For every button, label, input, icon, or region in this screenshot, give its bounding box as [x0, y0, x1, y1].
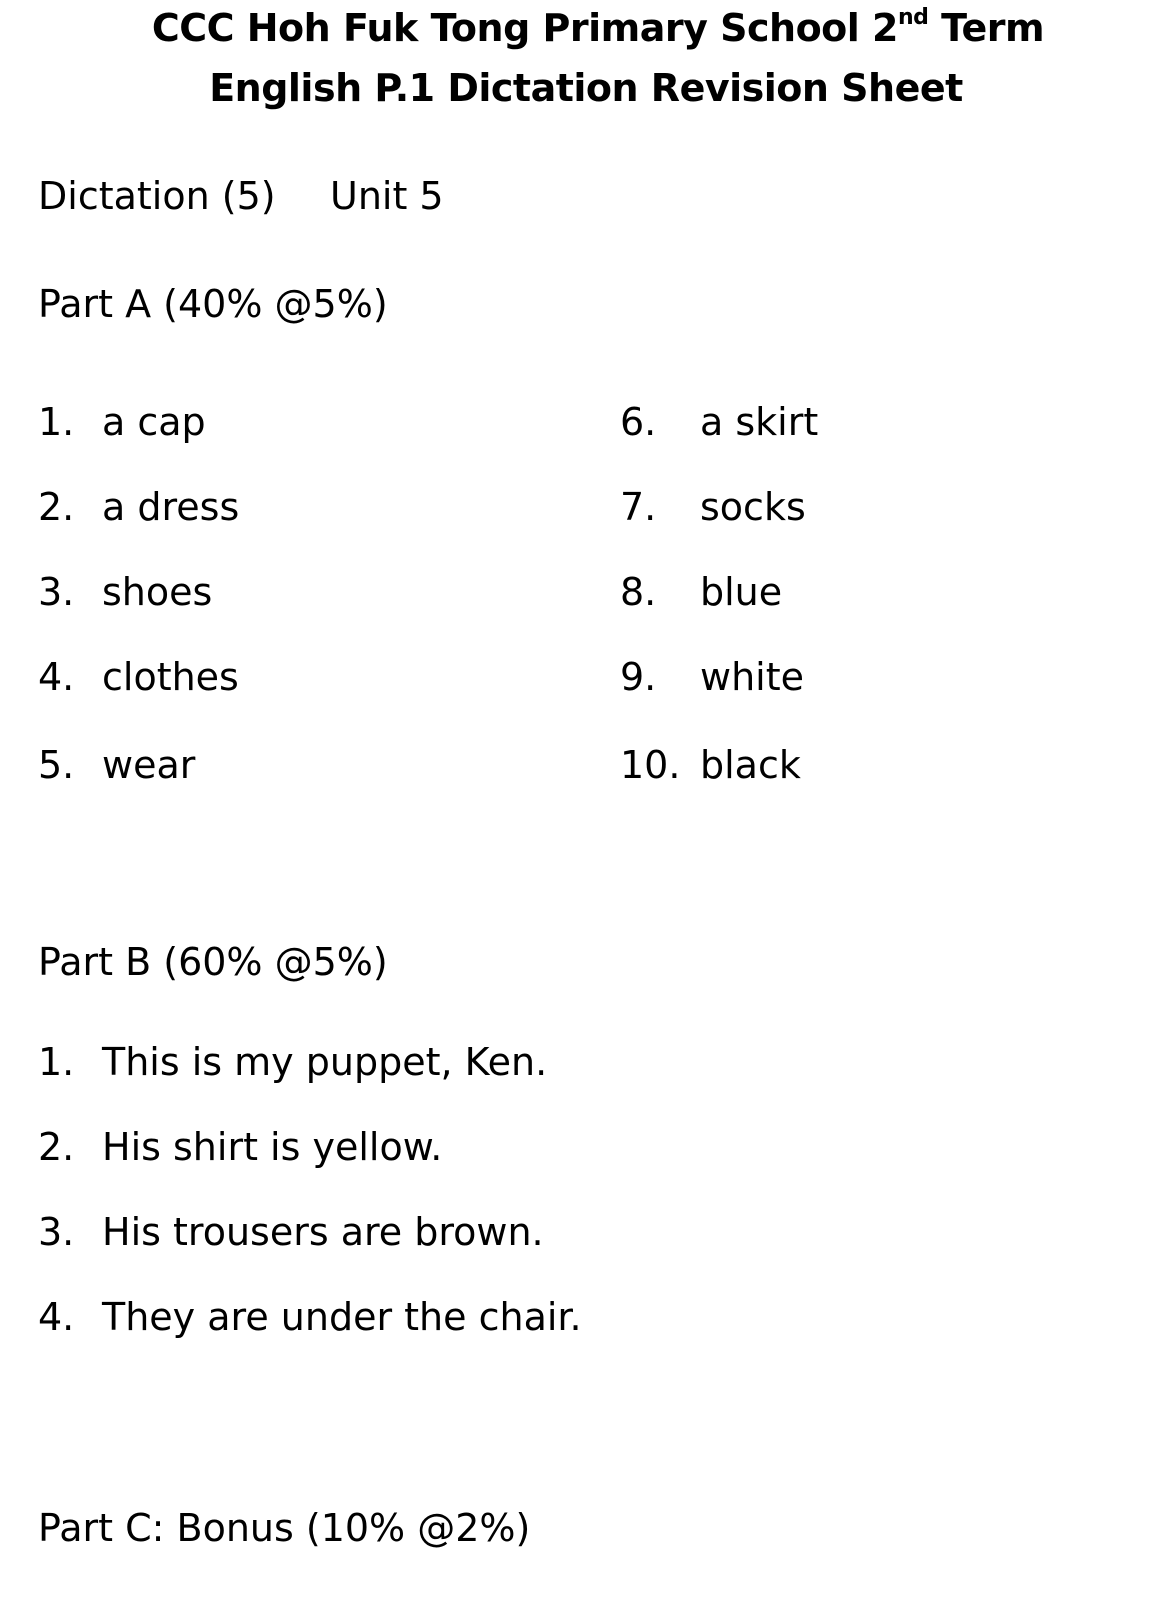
item-number: 8. [620, 570, 657, 614]
sheet-title-line1 [0, 6, 1168, 50]
item-word: socks [700, 485, 806, 529]
item-number: 5. [38, 743, 75, 787]
sentence-text: This is my puppet, Ken. [102, 1040, 548, 1084]
sentence-number: 2. [38, 1125, 75, 1169]
item-word: a cap [102, 400, 206, 444]
part-c-heading: Part C: Bonus (10% @2%) [38, 1506, 531, 1550]
sentence-text: His trousers are brown. [102, 1210, 544, 1254]
unit-label: Unit 5 [330, 174, 444, 218]
sentence-number: 1. [38, 1040, 75, 1084]
item-word: a dress [102, 485, 240, 529]
sheet-title-line2: English P.1 Dictation Revision Sheet [209, 66, 963, 110]
sentence-text: His shirt is yellow. [102, 1125, 443, 1169]
item-number: 3. [38, 570, 75, 614]
dictation-label: Dictation (5) [38, 174, 276, 218]
title-term: Term [928, 6, 1045, 50]
part-a-heading: Part A (40% @5%) [38, 282, 388, 326]
item-word: white [700, 655, 804, 699]
item-number: 4. [38, 655, 75, 699]
item-number: 10. [620, 743, 681, 787]
sentence-text: They are under the chair. [102, 1295, 582, 1339]
item-word: clothes [102, 655, 239, 699]
item-number: 6. [620, 400, 657, 444]
item-word: a skirt [700, 400, 819, 444]
item-word: wear [102, 743, 196, 787]
part-b-heading: Part B (60% @5%) [38, 940, 388, 984]
item-word: black [700, 743, 801, 787]
item-number: 7. [620, 485, 657, 529]
sentence-number: 3. [38, 1210, 75, 1254]
item-number: 1. [38, 400, 75, 444]
item-number: 9. [620, 655, 657, 699]
item-number: 2. [38, 485, 75, 529]
title-school: CCC Hoh Fuk Tong Primary School 2 [151, 6, 898, 50]
sentence-number: 4. [38, 1295, 75, 1339]
item-word: blue [700, 570, 783, 614]
title-ordinal-suffix: nd [897, 5, 929, 30]
item-word: shoes [102, 570, 213, 614]
